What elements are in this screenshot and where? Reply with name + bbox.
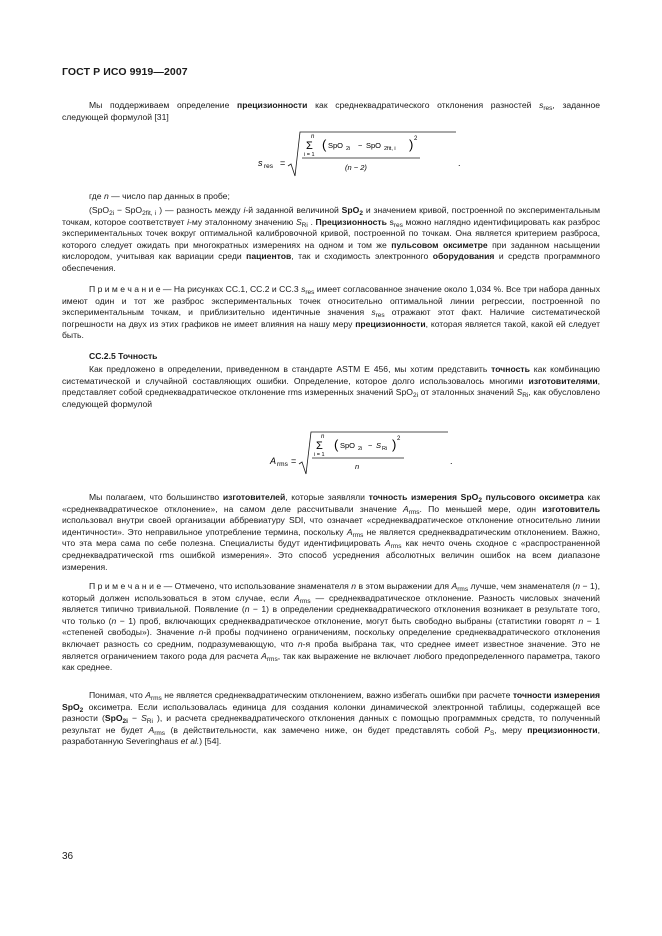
formula2-sum-bottom: i = 1 [314,452,325,458]
formula1-sum-bottom: i = 1 [304,152,315,158]
note-2: П р и м е ч а н и е — Отмечено, что использование знаменателя n в этом выражении для $A_{rms}$ лучше, чем знаменателя (n − 1), который должен использоваться в этом случае, если $A_{rms}$ — среднеквадратическое отклонение. Разность числовых значений является типично тривиальной. Появление (n − 1) в определении среднеквадратического отклонения возникает в результате того, что только (n − 1) проб, включающих среднеквадратическое отклонение, могут быть свободно выбраны (статистики говорят n − 1 «степеней свободы»). Значение n-й пробы подчинено ограничениям, поскольку определение среднеквадратического отклонения включает разность со средним, подразумевающую, что n-я проба выбрана так, что среднее имеет известное значение. Это не является ограничением такого рода для расчета $A_{rms}$, так как выражение не включает любого предопределенного параметра, такого как среднее. [62,581,601,673]
formula1-power: 2 [414,136,418,142]
document-header: ГОСТ Р ИСО 9919—2007 [62,66,188,78]
formula1-num-b: SpO [366,141,382,150]
formula2-minus: − [368,441,373,450]
formula2-dot: . [450,456,453,466]
formula2-sigma: Σ [316,440,323,452]
paragraph-where-n: где n — число пар данных в пробе; [89,191,230,201]
formula2-den: n [355,462,360,471]
formula1-num-a-sub: 2i [346,146,351,152]
formula2-eq: = [291,456,297,466]
formula2-num-a: SpO [340,441,356,450]
formula1-sigma: Σ [306,140,313,152]
formula2-lhs-sub: rms [277,461,288,468]
paragraph-precision-definition: Мы поддерживаем определение прецизионности как среднеквадратического отклонения разностей $s_{res}$, заданное следующей формулой [31] [62,100,601,122]
formula2-num-a-sub: 2i [358,446,363,452]
document-page [62,0,600,936]
formula2-rparen: ) [392,437,397,452]
note-1: П р и м е ч а н и е — На рисунках СС.1, СС.2 и СС.3 $s_{res}$ имеет согласованное значение около 1,034 %. Все три набора данных имеют один и тот же разброс экспериментальных точек относительно оптимальной линии регрессии, построенной по экспериментальным точкам, и приблизительно идентичные значения $s_{res}$ отражают этот факт. Наличие систематической погрешности на двух из этих графиков не имеет влияния на нашу меру прецизионности, которая является такой, какой ей следует быть. [62,284,601,341]
formula2-lparen: ( [334,437,339,452]
paragraph-accuracy-definition: Как предложено в определении, приведенном в стандарте ASTM E 456, мы хотим представить точность как комбинацию систематической и случайной составляющих ошибки. Определение, которое долго использовалось многими изготовителями, представляет собой среднеквадратическое отклонение rms измеренных значений SpO$_{2i}$ от эталонных значений $S_{Ri}$, как обусловлено следующей формулой [62,364,600,409]
formula1-num-a: SpO [328,141,344,150]
page-number: 36 [62,851,74,862]
paragraph-rms-calculation: Понимая, что $A_{rms}$ не является среднеквадратическим отклонением, важно избегать ошибки при расчете точности измерения SpO$_2$ оксиметра. Если использовалась единица для создания колонки динамической электронной таблицы, содержащей все разности ($SpO_{2i} - S_{Ri}$ ), и расчета среднеквадратического отклонения данных с помощью программных средств, то полученный результат не будет $A_{rms}$ (в действительности, как замечено ниже, он будет представлять собой $P_S$, меру прецизионности, разработанную Severinghaus et al.) [54]. [62,690,600,747]
formula1-eq: = [280,158,286,168]
formula-a-rms [268,428,468,480]
formula2-lhs: A [270,456,277,466]
formula2-num-b-sub: Ri [382,446,388,452]
formula1-lhs-sub: res [264,163,274,170]
paragraph-manufacturers-accuracy: Мы полагаем, что большинство изготовителей, которые заявляли точность измерения SpO$_2$ пульсового оксиметра как «среднеквадратическое отклонение», на самом деле рассчитывали значение $A_{rms}$. По меньшей мере, один изготовитель использовал внутри своей организации аббревиатуру SDI, что означает «среднеквадратическое отклонение относительно линии идентичности». Это неправильное употребление термина, поскольку $A_{rms}$ не является среднеквадратическим отклонением. Важно, что эта мера сама по себе полезна. Специалисты будут идентифицировать $A_{rms}$ как нечто очень сходное с «распространенной среднеквадратической rms ошибкой измерения». Это способ усреднения абсолютных величин ошибок на всем диапазоне измерения. [62,492,600,572]
formula1-num-b-sub: 2fit, i [384,146,396,152]
formula1-sum-top: n [311,134,315,140]
formula1-den: (n − 2) [345,163,367,172]
formula1-dot: . [458,158,461,168]
formula2-num-b: S [376,441,382,450]
formula-s-res [258,128,478,180]
formula1-rparen: ) [409,137,414,152]
formula1-lparen: ( [322,137,327,152]
formula1-minus: − [358,141,363,150]
section-heading-accuracy: СС.2.5 Точность [89,351,158,361]
formula2-power: 2 [397,436,401,442]
formula2-sum-top: n [321,434,325,440]
formula1-lhs: s [258,158,263,168]
paragraph-difference-definition: (SpO$_{2i}$ − SpO$_{2fit, i}$ ) — разность между i-й заданной величиной SpO$_2$ и значением кривой, построенной по экспериментальным точкам, которое соответствует i-му эталонному значению $S_{Ri}$ . Прецизионность $s_{res}$ можно наглядно идентифицировать как разброс экспериментальных точек вокруг оптимальной калибровочной кривой, построенной по точкам. Она является критерием разброса, которого следует ожидать при многократных измерениях на одном и том же пульсовом оксиметре при заданном насыщении кислородом, учитывая как вариации среди пациентов, так и сходимость электронного оборудования и средств программного обеспечения. [62,205,600,273]
